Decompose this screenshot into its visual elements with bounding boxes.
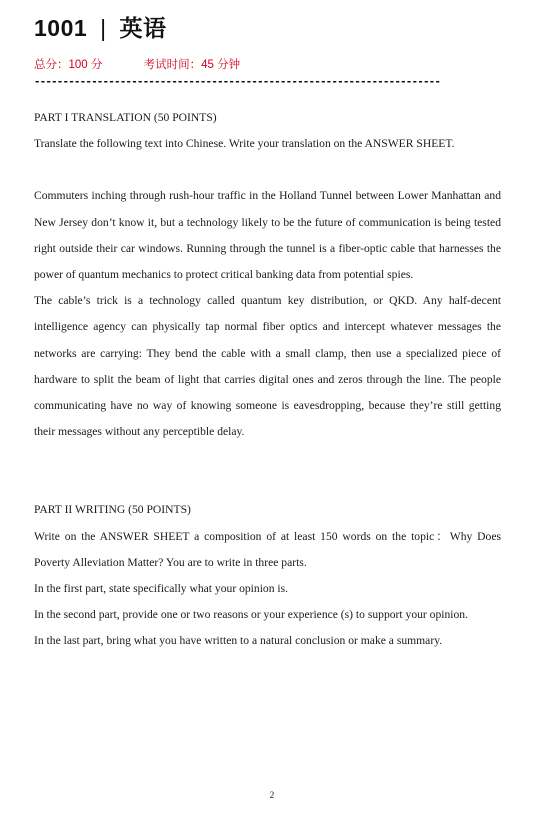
page-number: 2	[269, 790, 275, 800]
part1-instruction: Translate the following text into Chinese. Write your translation on the ANSWER SHEET.	[34, 137, 455, 151]
part2-line-1: In the first part, state specifically what your opinion is.	[34, 582, 289, 596]
exam-code: 1001	[34, 15, 88, 41]
exam-time: 考试时间：45 分钟	[143, 59, 241, 71]
part2-line-2: In the second part, provide one or two reasons or your experience (s) to support your opinion.	[34, 608, 469, 622]
part2-heading: PART II WRITING (50 POINTS)	[34, 503, 191, 517]
title-separator: |	[100, 15, 107, 41]
part1-paragraph-2: The cable’s trick is a technology called quantum key distribution, or QKD. Any half-decent intelligence agency can physically tap normal fiber optics and intercept whatever messages the networks are carrying: They bend the cable with a small clamp, then use a specialized piece of hardware to split the beam of light that carries digital ones and zeros through the line. The people communicating have no way of knowing someone is eavesdropping, because they’re still getting their messages without any perceptible delay.	[34, 294, 501, 439]
part2-instruction: Write on the ANSWER SHEET a composition of at least 150 words on the topic：Why Does Poverty Alleviation Matter? You are to write in three parts.	[34, 529, 501, 569]
exam-title	[34, 10, 166, 43]
exam-subject: 英语	[119, 15, 167, 41]
part1-heading: PART I TRANSLATION (50 POINTS)	[34, 111, 217, 124]
spacer	[34, 445, 501, 497]
exam-meta	[34, 56, 240, 72]
spacer	[34, 157, 501, 183]
total-score: 总分：100 分	[34, 59, 103, 71]
divider-line: -----------------------------------------------------------------------	[34, 76, 441, 88]
part2-line-3: In the last part, bring what you have written to a natural conclusion or make a summary.	[34, 634, 443, 648]
part1-paragraph-1: Commuters inching through rush-hour traffic in the Holland Tunnel between Lower Manhattan and New Jersey don’t know it, but a technology likely to be the future of communication is being tested right outside their car windows. Running through the tunnel is a fiber-optic cable that harnesses the power of quantum mechanics to protect critical banking data from potential spies.	[34, 189, 501, 282]
exam-body	[34, 105, 501, 655]
